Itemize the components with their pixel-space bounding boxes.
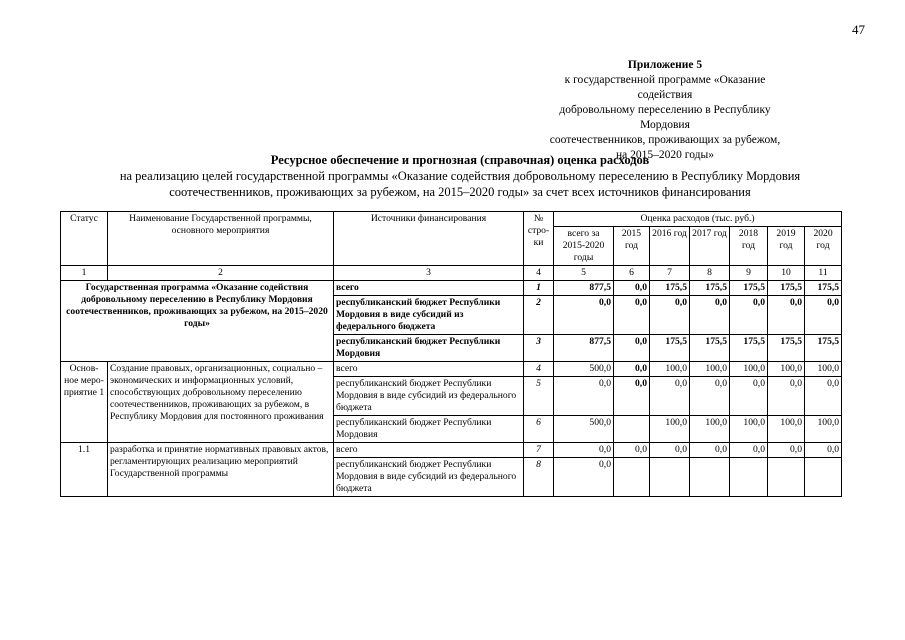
source-cell: республиканский бюджет Республики Мордовия: [334, 416, 524, 443]
heading-title: Ресурсное обеспечение и прогнозная (справочная) оценка расходов: [270, 153, 650, 167]
source-cell: республиканский бюджет Республики Мордовия: [334, 335, 524, 362]
column-number: 5: [554, 266, 614, 281]
page-number: 47: [852, 22, 865, 37]
appendix-line: на 2015–2020 годы»: [616, 149, 714, 161]
activity-name: разработка и принятие нормативных правовых актов, регламентирующих реализацию мероприятий Государственной программы: [108, 443, 334, 497]
year-value: 100,0: [805, 416, 842, 443]
year-value: 175,5: [805, 335, 842, 362]
total-value: 877,5: [554, 335, 614, 362]
source-cell: всего: [334, 281, 524, 296]
year-value: 0,0: [768, 443, 805, 458]
year-value: 0,0: [805, 377, 842, 416]
year-value: 0,0: [730, 377, 768, 416]
source-cell: республиканский бюджет Республики Мордовия в виде субсидий из федерального бюджета: [334, 458, 524, 497]
document-heading: [60, 152, 860, 200]
row-number: 2: [524, 296, 554, 335]
row-number: 4: [524, 362, 554, 377]
total-value: 877,5: [554, 281, 614, 296]
year-value: 100,0: [690, 416, 730, 443]
heading-line: соотечественников, проживающих за рубежом, на 2015–2020 годы» за счет всех источников финансирования: [169, 185, 751, 199]
appendix-line: к государственной программе «Оказание содействия: [564, 74, 766, 101]
year-value: 0,0: [690, 377, 730, 416]
year-value: 175,5: [690, 335, 730, 362]
activity-status: Основ-ное меро-приятие 1: [61, 362, 108, 443]
header-total: всего за 2015-2020 годы: [554, 227, 614, 266]
row-number: 8: [524, 458, 554, 497]
year-value: 100,0: [730, 362, 768, 377]
appendix-title: Приложение 5: [627, 59, 703, 71]
year-value: 175,5: [690, 281, 730, 296]
column-number: 1: [61, 266, 108, 281]
year-value: 0,0: [690, 296, 730, 335]
year-value: 0,0: [730, 443, 768, 458]
year-value: 175,5: [730, 281, 768, 296]
header-name: Наименование Государственной программы, основного мероприятия: [108, 212, 334, 266]
header-year: 2017 год: [690, 227, 730, 266]
row-number: 7: [524, 443, 554, 458]
year-value: 175,5: [650, 281, 690, 296]
year-value: 0,0: [614, 296, 650, 335]
source-cell: всего: [334, 362, 524, 377]
header-year: 2016 год: [650, 227, 690, 266]
year-value: [614, 416, 650, 443]
table-row: [61, 443, 842, 458]
program-name: Государственная программа «Оказание содействия добровольному переселению в Республику Мордовия соотечественников, проживающих за рубежом, на 2015–2020 годы»: [61, 281, 334, 362]
year-value: 0,0: [805, 443, 842, 458]
year-value: 0,0: [690, 443, 730, 458]
year-value: [768, 458, 805, 497]
year-value: [650, 458, 690, 497]
source-cell: республиканский бюджет Республики Мордовия в виде субсидий из федерального бюджета: [334, 377, 524, 416]
year-value: 100,0: [768, 362, 805, 377]
year-value: 0,0: [650, 296, 690, 335]
column-number: 2: [108, 266, 334, 281]
year-value: [614, 458, 650, 497]
row-number: 5: [524, 377, 554, 416]
total-value: 0,0: [554, 443, 614, 458]
year-value: 100,0: [768, 416, 805, 443]
year-value: 175,5: [730, 335, 768, 362]
total-value: 0,0: [554, 377, 614, 416]
year-value: 175,5: [650, 335, 690, 362]
year-value: 100,0: [730, 416, 768, 443]
header-year: 2019 год: [768, 227, 805, 266]
year-value: 175,5: [768, 281, 805, 296]
table-row: [61, 281, 842, 296]
year-value: 0,0: [614, 335, 650, 362]
row-number: 3: [524, 335, 554, 362]
table-row: [61, 362, 842, 377]
total-value: 0,0: [554, 458, 614, 497]
year-value: 0,0: [614, 362, 650, 377]
source-cell: республиканский бюджет Республики Мордовия в виде субсидий из федерального бюджета: [334, 296, 524, 335]
year-value: 0,0: [768, 377, 805, 416]
heading-line: на реализацию целей государственной программы «Оказание содействия добровольному переселению в Республику Мордовия: [119, 169, 801, 183]
appendix-line: соотечественников, проживающих за рубежом,: [549, 134, 781, 146]
year-value: 175,5: [805, 281, 842, 296]
year-value: 0,0: [650, 377, 690, 416]
budget-table: [60, 211, 842, 497]
column-number: 4: [524, 266, 554, 281]
year-value: 100,0: [690, 362, 730, 377]
column-number: 9: [730, 266, 768, 281]
column-number: 7: [650, 266, 690, 281]
column-number-row: [61, 266, 842, 281]
appendix-line: добровольному переселению в Республику Мордовия: [559, 104, 771, 131]
total-value: 500,0: [554, 416, 614, 443]
year-value: 0,0: [650, 443, 690, 458]
header-sources: Источники финансирования: [334, 212, 524, 266]
year-value: 100,0: [805, 362, 842, 377]
activity-name: Создание правовых, организационных, социально – экономических и информационных условий, способствующих добровольному переселению соотечественников, проживающих за рубежом, в Республику Мордовия для постоянного проживания: [108, 362, 334, 443]
column-number: 10: [768, 266, 805, 281]
year-value: 0,0: [614, 443, 650, 458]
column-number: 6: [614, 266, 650, 281]
activity-status: 1.1: [61, 443, 108, 497]
total-value: 0,0: [554, 296, 614, 335]
source-cell: всего: [334, 443, 524, 458]
column-number: 3: [334, 266, 524, 281]
year-value: [730, 458, 768, 497]
year-value: 0,0: [768, 296, 805, 335]
appendix-block: [540, 58, 790, 163]
header-status: Статус: [61, 212, 108, 266]
year-value: [805, 458, 842, 497]
year-value: 175,5: [768, 335, 805, 362]
column-number: 8: [690, 266, 730, 281]
header-estimate: Оценка расходов (тыс. руб.): [554, 212, 842, 227]
header-year: 2015 год: [614, 227, 650, 266]
year-value: 0,0: [614, 377, 650, 416]
total-value: 500,0: [554, 362, 614, 377]
header-year: 2018 год: [730, 227, 768, 266]
column-number: 11: [805, 266, 842, 281]
year-value: 100,0: [650, 416, 690, 443]
header-row-no: № стро-ки: [524, 212, 554, 266]
header-row: [61, 212, 842, 227]
year-value: 0,0: [805, 296, 842, 335]
year-value: 0,0: [730, 296, 768, 335]
row-number: 1: [524, 281, 554, 296]
header-year: 2020 год: [805, 227, 842, 266]
year-value: [690, 458, 730, 497]
year-value: 100,0: [650, 362, 690, 377]
year-value: 0,0: [614, 281, 650, 296]
row-number: 6: [524, 416, 554, 443]
